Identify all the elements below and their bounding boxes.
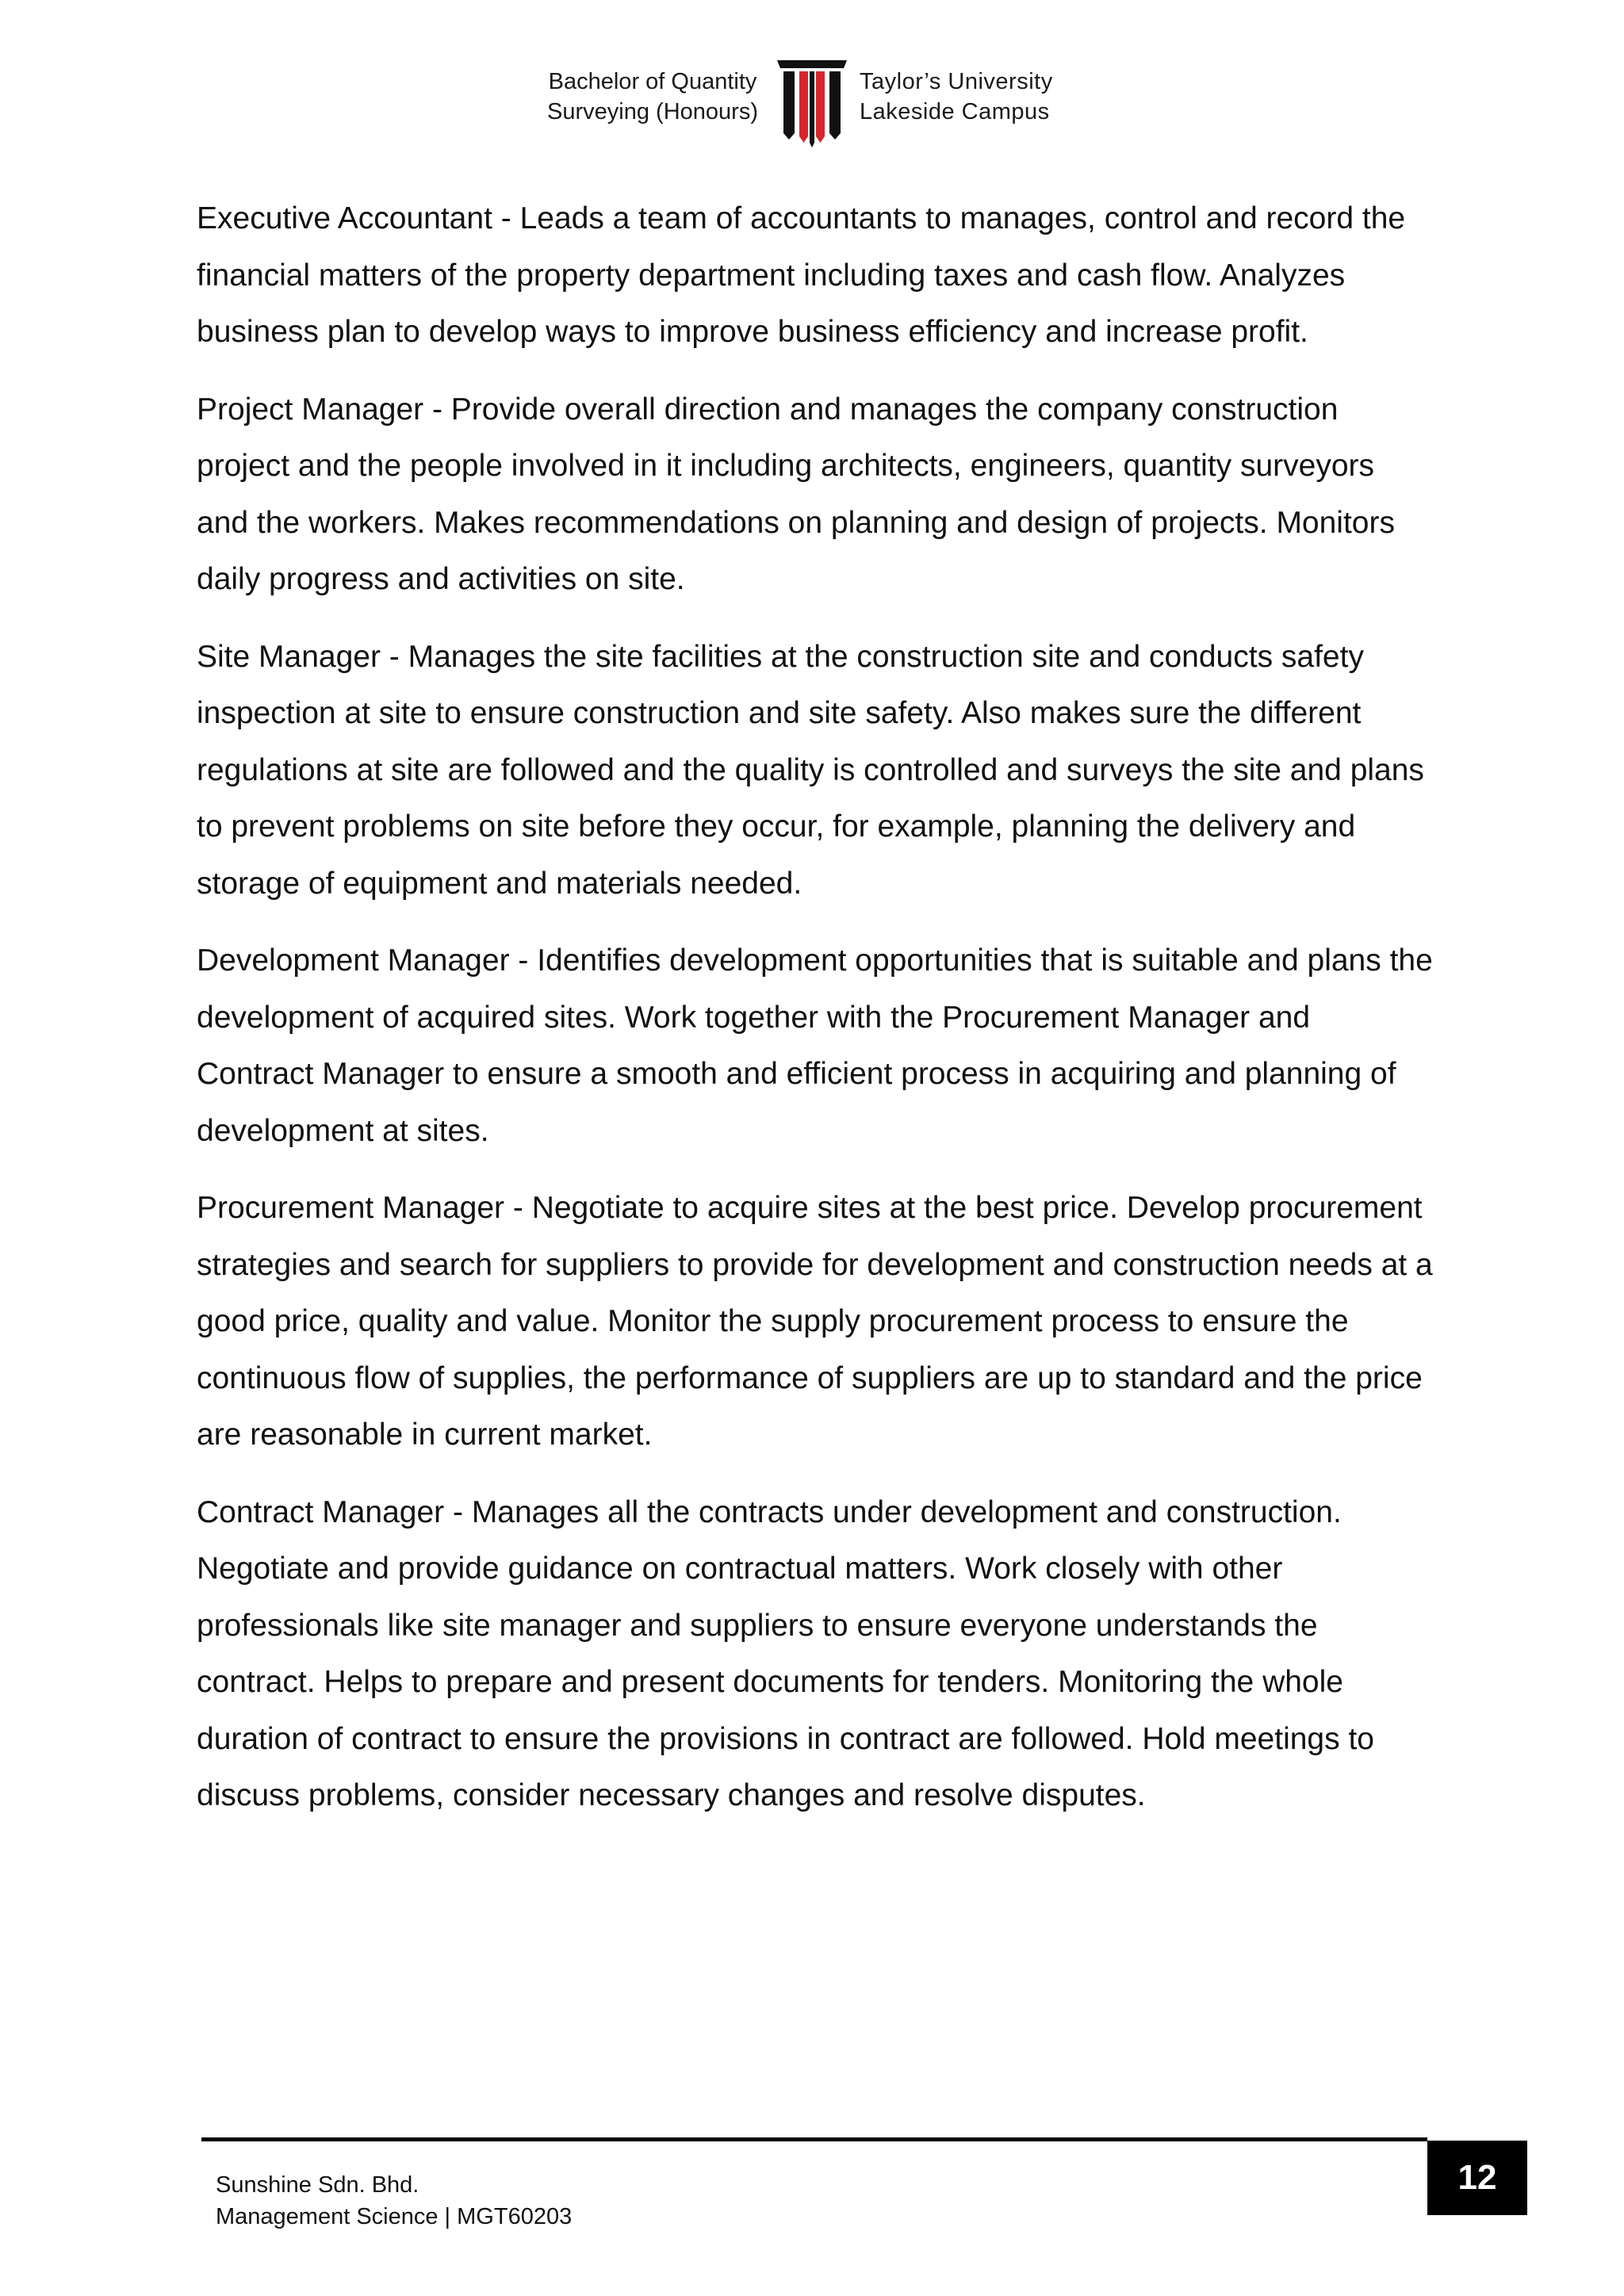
section-site-manager <box>197 629 1434 913</box>
section-contract-manager <box>197 1484 1434 1824</box>
taylors-university-logo-icon <box>776 57 848 149</box>
role-title: Project Manager <box>197 392 424 427</box>
campus-line-2: Lakeside Campus <box>860 99 1050 124</box>
section-project-manager <box>197 381 1434 608</box>
footer-divider <box>201 2137 1427 2141</box>
section-executive-accountant <box>197 190 1434 361</box>
role-title: Procurement Manager <box>197 1191 505 1225</box>
section-development-manager <box>197 932 1434 1159</box>
role-description: - Identifies development opportunities that is suitable and plans the development of acquired sites. Work together with the Procurement Manager and Contract Manager to ensure a smooth and efficient process in acquiring and planning of development at sites. <box>197 943 1433 1148</box>
role-description: - Leads a team of accountants to manages, control and record the financial matters of the property department including taxes and cash flow. Analyzes business plan to develop ways to improve business efficiency and increase profit. <box>197 201 1406 349</box>
role-title: Development Manager <box>197 943 510 978</box>
section-procurement-manager <box>197 1180 1434 1464</box>
role-description: - Manages all the contracts under development and construction. Negotiate and provide guidance on contractual matters. Work closely with other professionals like site manager and suppliers to ensure everyone understands the contract. Helps to prepare and present documents for tenders. Monitoring the whole duration of contract to ensure the provisions in contract are followed. Hold meetings to discuss problems, consider necessary changes and resolve disputes. <box>197 1494 1374 1812</box>
programme-line-2: Surveying (Honours) <box>547 99 758 124</box>
role-title: Contract Manager <box>197 1494 445 1529</box>
page-number-badge <box>1427 2141 1527 2215</box>
campus-label <box>860 67 1053 127</box>
role-description: - Provide overall direction and manages the company construction project and the people involved in it including architects, engineers, quantity surveyors and the workers. Makes recommendations on planning and design of projects. Monitors daily progress and activities on site. <box>197 392 1395 596</box>
page-header <box>0 57 1624 152</box>
footer-info <box>216 2169 572 2233</box>
role-description: - Manages the site facilities at the construction site and conducts safety inspection at site to ensure construction and site safety. Also makes sure the different regulations at site are followed and the quality is controlled and surveys the site and plans to prevent problems on site before they occur, for example, planning the delivery and storage of equipment and materials needed. <box>197 639 1424 901</box>
role-title: Executive Accountant <box>197 201 492 235</box>
campus-line-1: Taylor’s University <box>860 69 1053 94</box>
role-description: - Negotiate to acquire sites at the best price. Develop procurement strategies and search for suppliers to provide for development and construction needs at a good price, quality and value. Monitor the supply procurement process to ensure the continuous flow of supplies, the performance of suppliers are up to standard and the price are reasonable in current market. <box>197 1191 1433 1452</box>
footer-company: Sunshine Sdn. Bhd. <box>216 2172 419 2198</box>
role-title: Site Manager <box>197 639 381 674</box>
programme-label <box>547 67 758 127</box>
page-number: 12 <box>1457 2158 1497 2197</box>
programme-line-1: Bachelor of Quantity <box>548 69 757 94</box>
footer-course: Management Science | MGT60203 <box>216 2204 573 2229</box>
document-body <box>197 190 1434 1845</box>
